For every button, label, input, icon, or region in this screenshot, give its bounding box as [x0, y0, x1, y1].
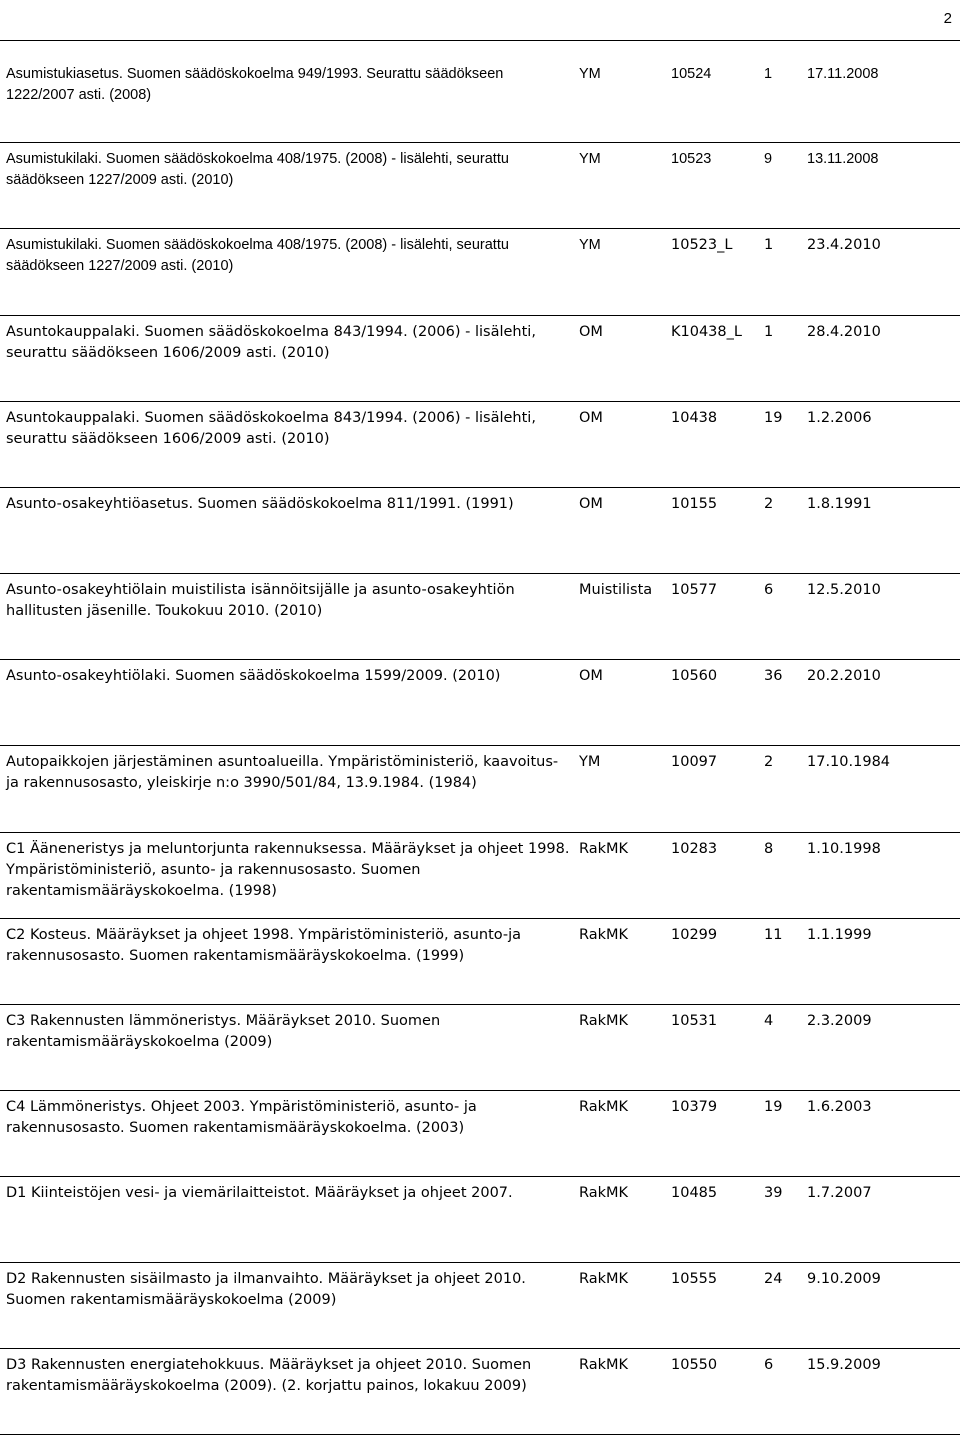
publication-id: 10531 — [669, 1004, 762, 1090]
table-row — [0, 659, 960, 745]
publication-title: Autopaikkojen järjestäminen asuntoalueilla. Ympäristöministeriö, kaavoitus- ja rakennusosasto, yleiskirje n:o 3990/501/84, 13.9.1984. (1984) — [0, 745, 577, 832]
table-row — [0, 315, 960, 401]
publisher-code: OM — [577, 659, 669, 745]
publication-date: 1.1.1999 — [805, 918, 960, 1004]
publication-date: 15.9.2009 — [805, 1348, 960, 1434]
table-row — [0, 58, 960, 142]
quantity: 19 — [762, 1090, 805, 1176]
header-rule — [0, 40, 960, 41]
quantity: 2 — [762, 487, 805, 573]
publication-title: Asumistukilaki. Suomen säädöskokoelma 408/1975. (2008) - lisälehti, seurattu säädökseen 1227/2009 asti. (2010) — [0, 228, 577, 315]
publisher-code: Muistilista — [577, 573, 669, 659]
publication-title: Asumistukilaki. Suomen säädöskokoelma 408/1975. (2008) - lisälehti, seurattu säädökseen 1227/2009 asti. (2010) — [0, 142, 577, 228]
publisher-code: RakMK — [577, 1262, 669, 1348]
publication-date: 12.5.2010 — [805, 573, 960, 659]
quantity: 1 — [762, 228, 805, 315]
publication-date: 1.6.2003 — [805, 1090, 960, 1176]
publisher-code: YM — [577, 745, 669, 832]
publication-id: 10379 — [669, 1090, 762, 1176]
quantity: 36 — [762, 659, 805, 745]
quantity: 9 — [762, 142, 805, 228]
publication-id: 10524 — [669, 58, 762, 142]
table-row — [0, 228, 960, 315]
publisher-code: OM — [577, 315, 669, 401]
table-row — [0, 745, 960, 832]
publication-id: 10438 — [669, 401, 762, 487]
publication-id: 10097 — [669, 745, 762, 832]
publication-title: C2 Kosteus. Määräykset ja ohjeet 1998. Ympäristöministeriö, asunto-ja rakennusosasto. Suomen rakentamismääräyskokoelma. (1999) — [0, 918, 577, 1004]
publisher-code: RakMK — [577, 918, 669, 1004]
publisher-code: RakMK — [577, 832, 669, 918]
publisher-code: OM — [577, 487, 669, 573]
publication-date: 2.3.2009 — [805, 1004, 960, 1090]
publication-title: Asuntokauppalaki. Suomen säädöskokoelma 843/1994. (2006) - lisälehti, seurattu säädökseen 1606/2009 asti. (2010) — [0, 315, 577, 401]
table-row — [0, 1176, 960, 1262]
publication-title: D2 Rakennusten sisäilmasto ja ilmanvaihto. Määräykset ja ohjeet 2010. Suomen rakentamismääräyskokoelma (2009) — [0, 1262, 577, 1348]
publication-id: 10523_L — [669, 228, 762, 315]
publication-id: 10560 — [669, 659, 762, 745]
publication-id: 10299 — [669, 918, 762, 1004]
publication-title: Asunto-osakeyhtiölain muistilista isännöitsijälle ja asunto-osakeyhtiön hallitusten jäsenille. Toukokuu 2010. (2010) — [0, 573, 577, 659]
table-row — [0, 573, 960, 659]
publication-date: 28.4.2010 — [805, 315, 960, 401]
publication-title: C3 Rakennusten lämmöneristys. Määräykset 2010. Suomen rakentamismääräyskokoelma (2009) — [0, 1004, 577, 1090]
quantity: 39 — [762, 1176, 805, 1262]
quantity: 1 — [762, 58, 805, 142]
publication-table-body — [0, 58, 960, 1434]
quantity: 2 — [762, 745, 805, 832]
quantity: 1 — [762, 315, 805, 401]
quantity: 19 — [762, 401, 805, 487]
publication-date: 17.10.1984 — [805, 745, 960, 832]
publisher-code: RakMK — [577, 1004, 669, 1090]
publication-id: 10523 — [669, 142, 762, 228]
publication-date: 20.2.2010 — [805, 659, 960, 745]
publication-title: Asunto-osakeyhtiöasetus. Suomen säädöskokoelma 811/1991. (1991) — [0, 487, 577, 573]
publication-id: 10283 — [669, 832, 762, 918]
publication-title: D1 Kiinteistöjen vesi- ja viemärilaitteistot. Määräykset ja ohjeet 2007. — [0, 1176, 577, 1262]
publication-id: 10485 — [669, 1176, 762, 1262]
publication-table — [0, 58, 960, 1435]
table-row — [0, 401, 960, 487]
quantity: 24 — [762, 1262, 805, 1348]
publisher-code: RakMK — [577, 1348, 669, 1434]
publication-id: 10155 — [669, 487, 762, 573]
table-row — [0, 1004, 960, 1090]
publisher-code: OM — [577, 401, 669, 487]
publication-date: 1.10.1998 — [805, 832, 960, 918]
quantity: 4 — [762, 1004, 805, 1090]
publication-date: 23.4.2010 — [805, 228, 960, 315]
publisher-code: YM — [577, 58, 669, 142]
publication-id: 10555 — [669, 1262, 762, 1348]
publication-title: Asumistukiasetus. Suomen säädöskokoelma 949/1993. Seurattu säädökseen 1222/2007 asti. (2008) — [0, 58, 577, 142]
table-row — [0, 918, 960, 1004]
publisher-code: RakMK — [577, 1090, 669, 1176]
quantity: 6 — [762, 1348, 805, 1434]
table-row — [0, 1348, 960, 1434]
publication-title: C1 Ääneneristys ja meluntorjunta rakennuksessa. Määräykset ja ohjeet 1998. Ympäristöministeriö, asunto- ja rakennusosasto. Suomen rakentamismääräyskokoelma. (1998) — [0, 832, 577, 918]
quantity: 8 — [762, 832, 805, 918]
publication-title: C4 Lämmöneristys. Ohjeet 2003. Ympäristöministeriö, asunto- ja rakennusosasto. Suomen rakentamismääräyskokoelma. (2003) — [0, 1090, 577, 1176]
table-row — [0, 1262, 960, 1348]
publication-date: 1.7.2007 — [805, 1176, 960, 1262]
publication-date: 1.8.1991 — [805, 487, 960, 573]
quantity: 11 — [762, 918, 805, 1004]
publication-date: 9.10.2009 — [805, 1262, 960, 1348]
quantity: 6 — [762, 573, 805, 659]
table-row — [0, 832, 960, 918]
publication-id: 10550 — [669, 1348, 762, 1434]
publication-date: 17.11.2008 — [805, 58, 960, 142]
publisher-code: RakMK — [577, 1176, 669, 1262]
table-row — [0, 142, 960, 228]
publication-date: 1.2.2006 — [805, 401, 960, 487]
publication-date: 13.11.2008 — [805, 142, 960, 228]
publication-title: D3 Rakennusten energiatehokkuus. Määräykset ja ohjeet 2010. Suomen rakentamismääräyskokoelma (2009). (2. korjattu painos, lokakuu 2009) — [0, 1348, 577, 1434]
publication-title: Asuntokauppalaki. Suomen säädöskokoelma 843/1994. (2006) - lisälehti, seurattu säädökseen 1606/2009 asti. (2010) — [0, 401, 577, 487]
publication-title: Asunto-osakeyhtiölaki. Suomen säädöskokoelma 1599/2009. (2010) — [0, 659, 577, 745]
page-number: 2 — [943, 10, 952, 27]
publisher-code: YM — [577, 142, 669, 228]
table-row — [0, 1090, 960, 1176]
publication-id: 10577 — [669, 573, 762, 659]
publisher-code: YM — [577, 228, 669, 315]
table-row — [0, 487, 960, 573]
publication-id: K10438_L — [669, 315, 762, 401]
